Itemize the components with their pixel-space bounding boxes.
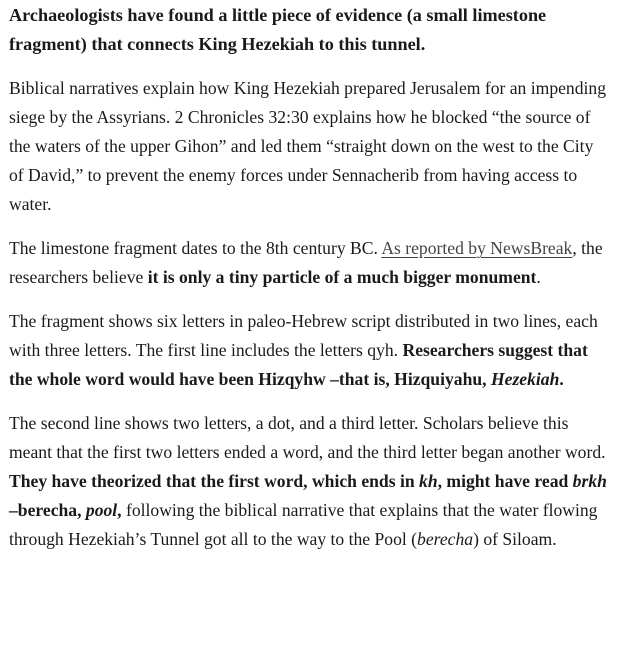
paragraph-text: The fragment shows six letters in paleo-Hebrew script distributed in two lines, each with three letters. The first line includes the letters qyh. — [9, 311, 598, 360]
paragraph-text: The limestone fragment dates to the 8th century BC. — [9, 238, 382, 258]
paragraph-text: ) of Siloam. — [473, 529, 557, 549]
emphasis-text: Researchers suggest that the whole word would have been Hizqyhw –that is, Hizquiyahu, — [9, 340, 588, 389]
paragraph-text: , the researchers believe — [9, 238, 603, 287]
emphasis-text: it is only a tiny particle of a much bigger monument — [147, 267, 537, 287]
emphasis-italic-text: pool — [85, 500, 118, 520]
emphasis-italic-text: brkh — [572, 471, 607, 491]
emphasis-text: They have theorized that the first word, which ends in — [9, 471, 420, 491]
emphasis-text: , — [117, 500, 122, 520]
paragraph-text: following the biblical narrative that explains that the water flowing through Hezekiah’s Tunnel got all to the way to the Pool ( — [9, 500, 598, 549]
emphasis-italic-text: kh — [419, 471, 438, 491]
paragraph-second-line — [9, 409, 611, 554]
newsbreak-link[interactable]: As reported by NewsBreak — [381, 238, 573, 258]
paragraph-limestone-fragment — [9, 234, 611, 292]
italic-text: berecha — [417, 529, 474, 549]
paragraph-text: Biblical narratives explain how King Hezekiah prepared Jerusalem for an impending siege by the Assyrians. 2 Chronicles 32:30 explains how he blocked “the source of the waters of the upper Gihon” and led them “straight down on the west to the City of David,” to prevent the enemy forces under Sennacherib from having access to water. — [9, 78, 607, 214]
emphasis-text: –berecha, — [9, 500, 86, 520]
emphasis-text: . — [559, 369, 564, 389]
paragraph-hezekiah-siege — [9, 74, 611, 219]
lead-text: Archaeologists have found a little piece of evidence (a small limestone fragment) that connects King Hezekiah to this tunnel. — [9, 5, 547, 54]
emphasis-italic-text: Hezekiah — [490, 369, 560, 389]
emphasis-text: , might have read — [437, 471, 573, 491]
paragraph-paleo-hebrew-letters — [9, 307, 611, 394]
paragraph-text: The second line shows two letters, a dot, and a third letter. Scholars believe this meant that the first two letters ended a word, and the third letter began another word. — [9, 413, 606, 462]
lead-paragraph — [9, 1, 611, 59]
paragraph-text: . — [536, 267, 541, 287]
